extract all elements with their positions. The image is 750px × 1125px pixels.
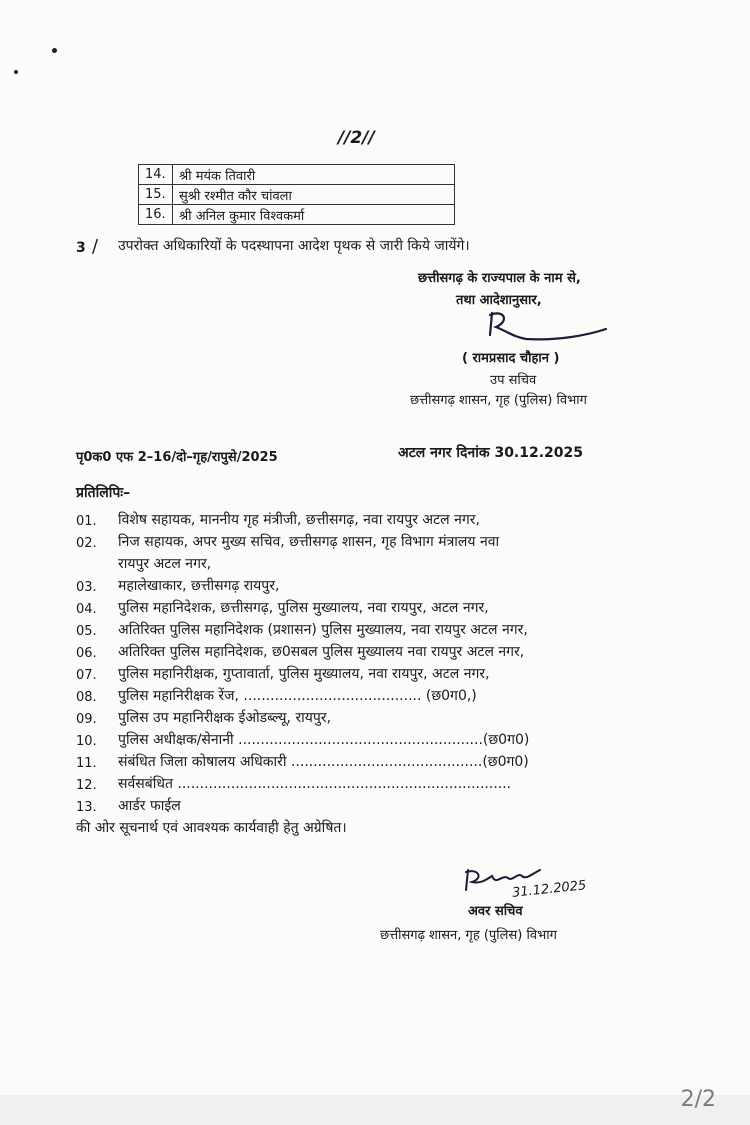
signatory-designation: उप सचिव	[490, 373, 537, 388]
copy-item-text: पुलिस उप महानिरीक्षक ईओडब्ल्यू, रायपुर,	[118, 710, 332, 726]
officer-name: सुश्री रश्मीत कौर चांवला	[173, 185, 455, 205]
copy-item-number: 11.	[76, 756, 97, 771]
table-row	[139, 205, 455, 225]
signatory-department-2: छत्तीसगढ़ शासन, गृह (पुलिस) विभाग	[380, 928, 557, 943]
paragraph-slash: /	[92, 236, 99, 257]
copy-item-number: 03.	[76, 580, 97, 595]
order-line: तथा आदेशानुसार,	[456, 293, 542, 308]
copy-item-number: 07.	[76, 668, 97, 683]
copy-item-text: महालेखाकार, छत्तीसगढ़ रायपुर,	[118, 578, 280, 594]
viewer-footer	[0, 1095, 750, 1125]
copy-item-text: निज सहायक, अपर मुख्य सचिव, छत्तीसगढ़ शासन, गृह विभाग मंत्रालय नवा	[118, 534, 500, 550]
copy-item-text-continued: रायपुर अटल नगर,	[118, 556, 212, 572]
officer-number: 15.	[139, 185, 173, 205]
closing-line: की ओर सूचनार्थ एवं आवश्यक कार्यवाही हेतु अग्रेषित।	[76, 820, 347, 836]
officers-table	[138, 164, 455, 225]
handwritten-date: 31.12.2025	[511, 878, 588, 901]
copy-item-number: 10.	[76, 734, 97, 749]
speck-mark	[52, 48, 57, 53]
page-number-marker: //2//	[338, 128, 375, 148]
paragraph-number: 3	[76, 240, 86, 256]
signature-mark-deputy-secretary	[478, 305, 608, 350]
copy-item-number: 04.	[76, 602, 97, 617]
copy-item-text: अतिरिक्त पुलिस महानिदेशक, छ0सबल पुलिस मुख्यालय नवा रायपुर अटल नगर,	[118, 644, 525, 660]
officer-name: श्री मयंक तिवारी	[173, 165, 455, 185]
copy-item-number: 08.	[76, 690, 97, 705]
officer-number: 16.	[139, 205, 173, 225]
copy-item-text: संबंधित जिला कोषालय अधिकारी ...........................................(छ0ग0)	[118, 754, 529, 770]
reference-date: अटल नगर दिनांक 30.12.2025	[398, 445, 584, 461]
copy-item-number: 05.	[76, 624, 97, 639]
copy-item-text: सर्वसबंधित ...........................................................................	[118, 776, 512, 792]
copy-item-number: 06.	[76, 646, 97, 661]
copy-item-text: पुलिस अधीक्षक/सेनानी .......................................................(छ0ग0)	[118, 732, 530, 748]
page-indicator: 2/2	[680, 1087, 716, 1112]
copy-item-text: अतिरिक्त पुलिस महानिदेशक (प्रशासन) पुलिस मुख्यालय, नवा रायपुर अटल नगर,	[118, 622, 528, 638]
reference-number: पृ0क0 एफ 2–16/दो–गृह/रापुसे/2025	[76, 450, 278, 465]
officer-number: 14.	[139, 165, 173, 185]
copy-item-text: पुलिस महानिरीक्षक रेंज, ........................................ (छ0ग0,)	[118, 688, 477, 704]
officer-name: श्री अनिल कुमार विश्वकर्मा	[173, 205, 455, 225]
paragraph-text: उपरोक्त अधिकारियों के पदस्थापना आदेश पृथक से जारी किये जायेंगे।	[118, 238, 470, 254]
copy-item-text: विशेष सहायक, माननीय गृह मंत्रीजी, छत्तीसगढ़, नवा रायपुर अटल नगर,	[118, 512, 480, 528]
copy-item-text: पुलिस महानिदेशक, छत्तीसगढ़, पुलिस मुख्यालय, नवा रायपुर, अटल नगर,	[118, 600, 489, 616]
authority-line: छत्तीसगढ़ के राज्यपाल के नाम से,	[418, 271, 581, 286]
signatory-designation-2: अवर सचिव	[468, 904, 523, 919]
signatory-department: छत्तीसगढ़ शासन, गृह (पुलिस) विभाग	[410, 393, 587, 408]
copy-item-number: 12.	[76, 778, 97, 793]
copy-item-text: आर्डर फाईल	[118, 798, 181, 814]
signatory-name: ( रामप्रसाद चौहान )	[462, 351, 560, 366]
copy-item-number: 13.	[76, 800, 97, 815]
copy-item-number: 01.	[76, 514, 97, 529]
copy-item-text: पुलिस महानिरीक्षक, गुप्तावार्ता, पुलिस मुख्यालय, नवा रायपुर, अटल नगर,	[118, 666, 490, 682]
table-row	[139, 165, 455, 185]
copy-item-number: 02.	[76, 536, 97, 551]
copy-to-heading: प्रतिलिपिः–	[76, 485, 131, 501]
copy-item-number: 09.	[76, 712, 97, 727]
table-row	[139, 185, 455, 205]
speck-mark	[14, 70, 18, 74]
